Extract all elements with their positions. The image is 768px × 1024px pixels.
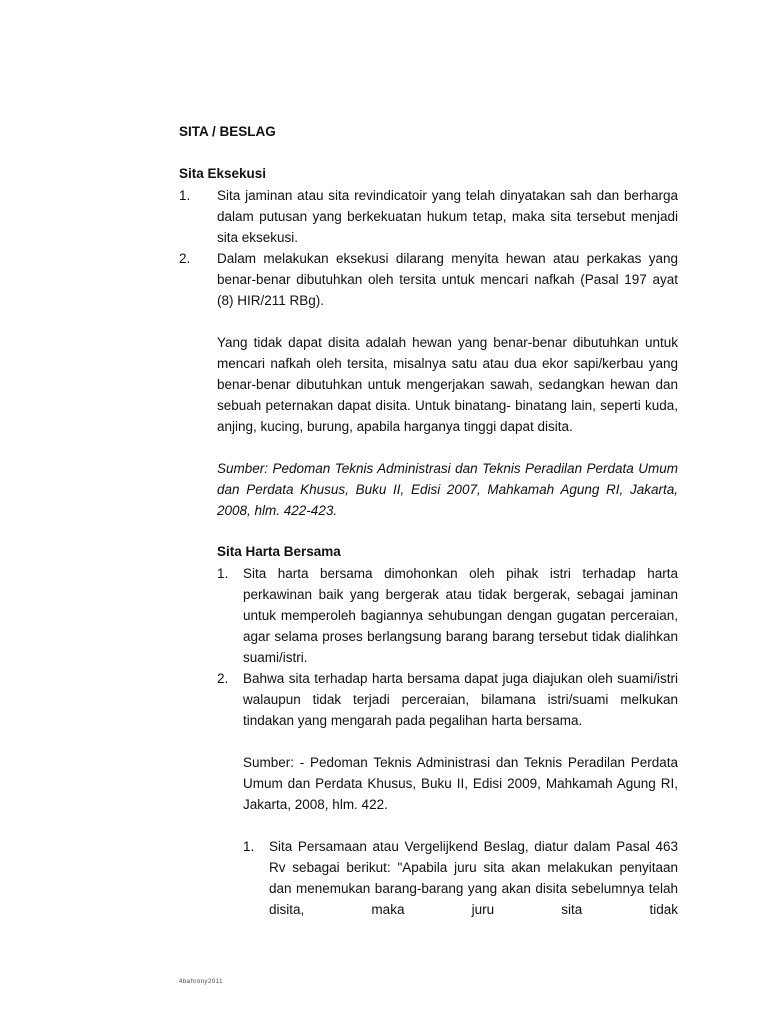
- list-number: 1.: [217, 566, 229, 581]
- list-item-text: Sita harta bersama dimohonkan oleh pihak istri terhadap harta perkawinan baik yang bergerak atau tidak bergerak, sebagai jaminan untuk memperoleh bagiannya sehubungan dengan gugatan perceraian, agar selama proses berlangsung barang barang tersebut tidak dialihkan suami/istri.: [243, 566, 678, 665]
- source-citation: Sumber: Pedoman Teknis Administrasi dan Teknis Peradilan Perdata Umum dan Perdata Khusus, Buku II, Edisi 2007, Mahkamah Agung RI, Jakarta, 2008, hlm. 422-423.: [217, 461, 678, 518]
- list-item-text: Sita jaminan atau sita revindicatoir yang telah dinyatakan sah dan berharga dalam putusan yang berkekuatan hukum tetap, maka sita tersebut menjadi sita eksekusi.: [217, 188, 678, 245]
- list-number: 1.: [179, 188, 191, 203]
- page-footer: 4bahrony2011: [179, 979, 223, 985]
- paragraph-text: Yang tidak dapat disita adalah hewan yang benar-benar dibutuhkan untuk mencari nafkah oleh tersita, misalnya satu atau dua ekor sapi/kerbau yang benar-benar dibutuhkan untuk mengerjakan sawah, sedangkan hewan dan sebuah peternakan dapat disita. Untuk binatang- binatang lain, seperti kuda, anjing, kucing, burung, apabila harganya tinggi dapat disita.: [217, 335, 678, 434]
- source-citation: Sumber: - Pedoman Teknis Administrasi dan Teknis Peradilan Perdata Umum dan Perdata Khusus, Buku II, Edisi 2009, Mahkamah Agung RI, Jakarta, 2008, hlm. 422.: [243, 755, 678, 812]
- section-heading-sita-eksekusi: Sita Eksekusi: [179, 166, 267, 181]
- list-number: 2.: [217, 671, 229, 686]
- list-item-text: Bahwa sita terhadap harta bersama dapat juga diajukan oleh suami/istri walaupun tidak terjadi perceraian, bilamana istri/suami melkukan tindakan yang mengarah pada pegalihan harta bersama.: [243, 671, 678, 728]
- list-item-text: Sita Persamaan atau Vergelijkend Beslag, diatur dalam Pasal 463 Rv sebagai berikut: "Apabila juru sita akan melakukan penyitaan dan menemukan barang-barang yang akan disita sebelumnya telah disita, maka juru sita tidak: [269, 839, 678, 917]
- list-number: 2.: [179, 251, 191, 266]
- list-number: 1.: [243, 839, 255, 854]
- section-heading-sita-harta-bersama: Sita Harta Bersama: [217, 544, 341, 559]
- list-item-text: Dalam melakukan eksekusi dilarang menyita hewan atau perkakas yang benar-benar dibutuhkan oleh tersita untuk mencari nafkah (Pasal 197 ayat (8) HIR/211 RBg).: [217, 251, 678, 308]
- page-title: SITA / BESLAG: [179, 124, 276, 139]
